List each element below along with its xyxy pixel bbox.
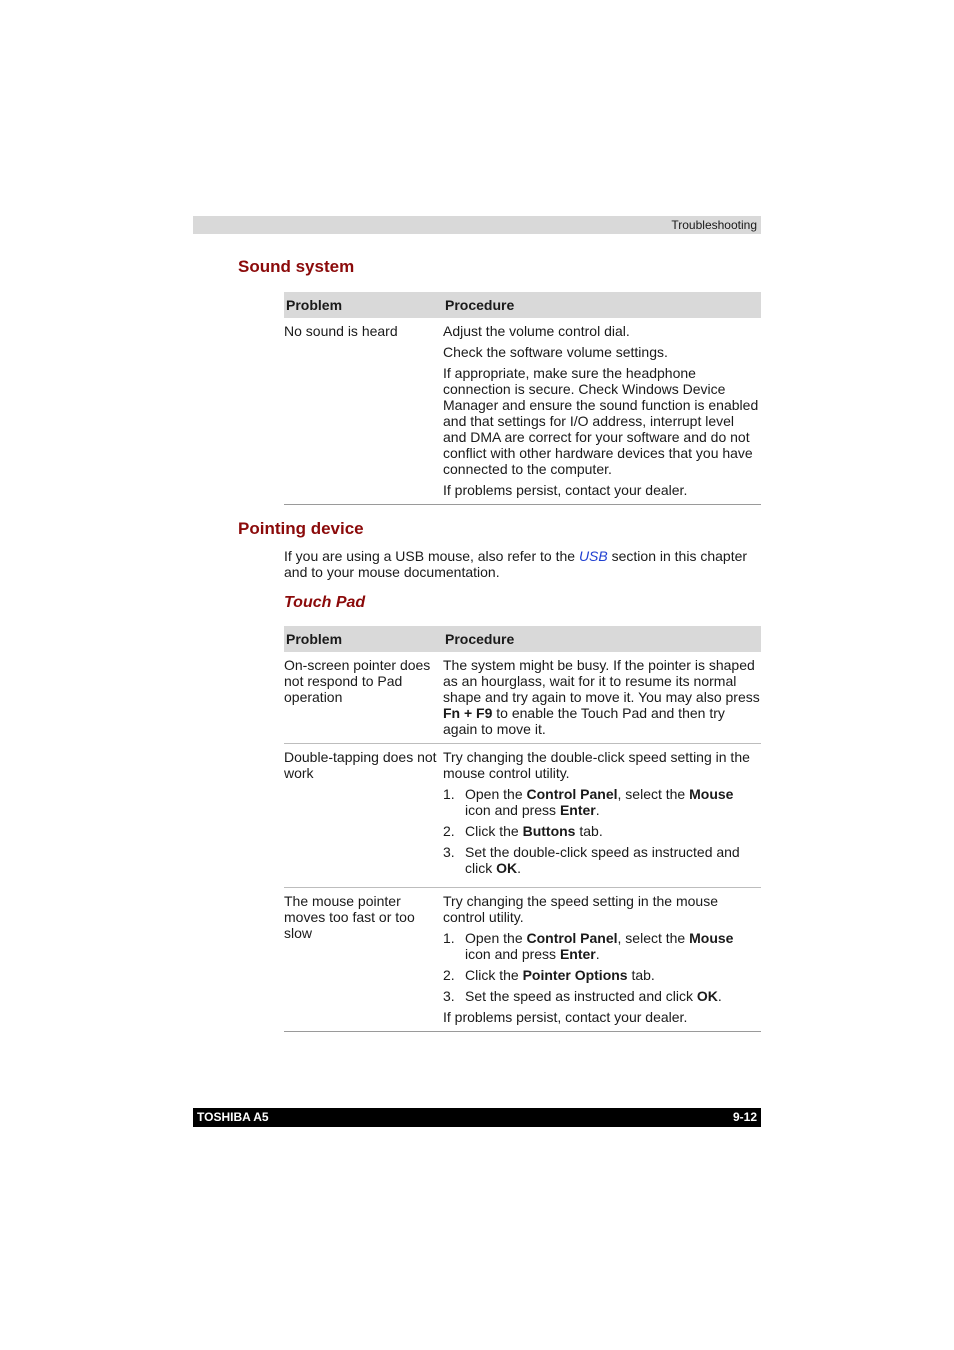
intro-text: section in this chapter and to your mouse documentation. <box>284 548 748 580</box>
procedure-cell <box>443 652 761 744</box>
procedure-line: Try changing the speed setting in the mouse control utility. <box>443 893 718 925</box>
subsection-title-touchpad: Touch Pad <box>284 594 366 611</box>
usb-link[interactable]: USB <box>578 548 608 564</box>
page-number: 9-12 <box>732 1110 757 1124</box>
procedure-line: Adjust the volume control dial. <box>443 323 630 339</box>
procedure-line: Check the software volume settings. <box>443 344 668 360</box>
col-header-procedure: Procedure <box>443 626 761 652</box>
procedure-line: Try changing the double-click speed setting in the mouse control utility. <box>443 749 750 781</box>
col-header-problem: Problem <box>284 292 443 318</box>
procedure-line: If appropriate, make sure the headphone connection is secure. Check Windows Device Manager and ensure the sound function is enabled and that settings for I/O address, interrupt level and DMA are correct for your software and do not conflict with other hardware devices that you have connected to the computer. <box>443 365 759 477</box>
running-header <box>193 216 761 234</box>
table-row <box>284 652 761 744</box>
step-item: 3. Set the double-click speed as instructed and click OK. <box>443 844 740 876</box>
key-combo: Fn + F9 <box>443 705 493 721</box>
section-title-pointing: Pointing device <box>238 519 364 538</box>
running-footer <box>193 1108 761 1127</box>
procedure-line: If problems persist, contact your dealer. <box>443 1009 688 1025</box>
problem-cell: Double-tapping does not work <box>284 744 443 888</box>
procedure-cell <box>443 318 761 505</box>
procedure-line: The system might be busy. If the pointer is shaped as an hourglass, wait for it to resume its normal shape and try again to move it. You may also press Fn + F9 to enable the Touch Pad and then try again to move it. <box>443 657 760 737</box>
step-item: 1. Open the Control Panel, select the Mouse icon and press Enter. <box>443 930 734 962</box>
table-row <box>284 744 761 888</box>
chapter-title: Troubleshooting <box>671 218 757 232</box>
model-name: TOSHIBA A5 <box>197 1110 269 1124</box>
sound-table <box>284 292 761 505</box>
section-title-sound: Sound system <box>238 257 355 276</box>
col-header-problem: Problem <box>284 626 443 652</box>
table-row <box>284 318 761 505</box>
problem-cell: The mouse pointer moves too fast or too slow <box>284 888 443 1032</box>
col-header-procedure: Procedure <box>443 292 761 318</box>
table-row <box>284 888 761 1032</box>
procedure-cell <box>443 888 761 1032</box>
step-item: 1. Open the Control Panel, select the Mouse icon and press Enter. <box>443 786 734 818</box>
intro-text: If you are using a USB mouse, also refer to the <box>284 548 579 564</box>
step-item: 2. Click the Buttons tab. <box>443 823 603 839</box>
procedure-line: If problems persist, contact your dealer. <box>443 482 688 498</box>
pointing-intro <box>284 548 764 580</box>
problem-cell: No sound is heard <box>284 318 443 505</box>
touchpad-table <box>284 626 761 1032</box>
problem-cell: On-screen pointer does not respond to Pad operation <box>284 652 443 744</box>
procedure-cell <box>443 744 761 888</box>
step-item: 3. Set the speed as instructed and click OK. <box>443 988 722 1004</box>
step-item: 2. Click the Pointer Options tab. <box>443 967 655 983</box>
